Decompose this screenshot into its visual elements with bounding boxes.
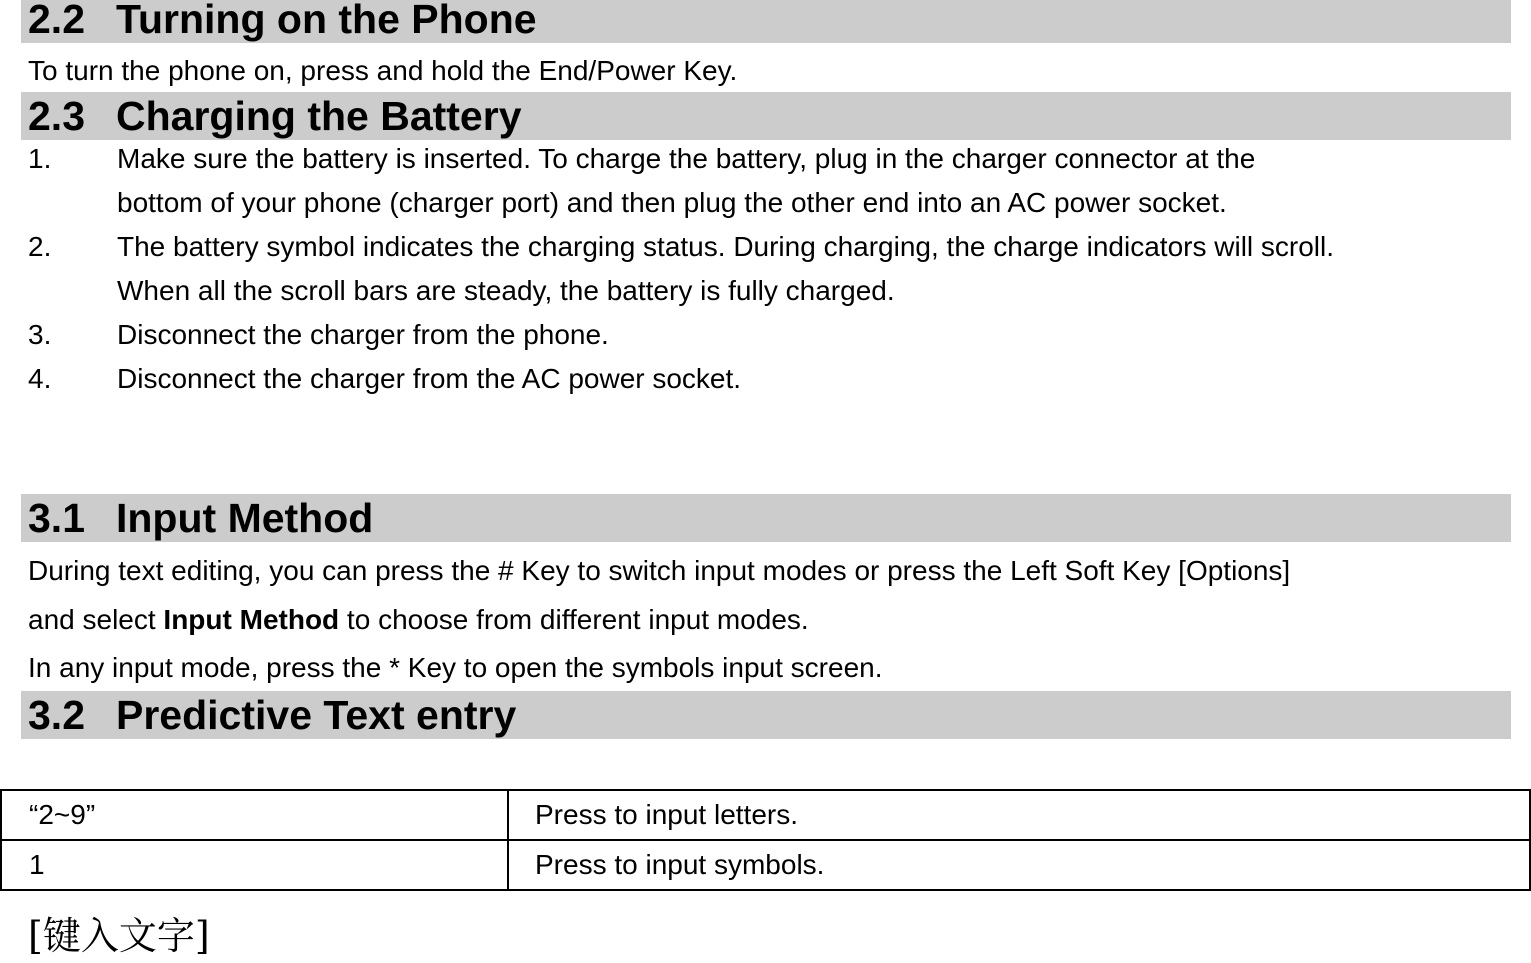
list-item-number: 3. bbox=[28, 319, 52, 350]
section-title: Predictive Text entry bbox=[116, 692, 517, 738]
list-item-number: 1. bbox=[28, 143, 52, 174]
list-item-text: Disconnect the charger from the AC power socket. bbox=[117, 363, 742, 394]
table-cell-action: Press to input symbols. bbox=[508, 840, 1530, 890]
section-number: 2.3 bbox=[28, 93, 85, 139]
section-title: Turning on the Phone bbox=[116, 0, 537, 42]
table-row bbox=[1, 840, 1530, 890]
bold-term: Input Method bbox=[163, 604, 340, 635]
list-item-number: 2. bbox=[28, 231, 52, 262]
table-cell-action: Press to input letters. bbox=[508, 790, 1530, 840]
section-number: 3.1 bbox=[28, 495, 85, 541]
text-fragment: to choose from different input modes. bbox=[339, 604, 809, 635]
list-item-number: 4. bbox=[28, 363, 52, 394]
paragraph-input-method-line2 bbox=[28, 603, 809, 637]
paragraph-turn-on: To turn the phone on, press and hold the End/Power Key. bbox=[28, 55, 738, 86]
section-heading-2-3 bbox=[21, 92, 1511, 140]
section-title: Input Method bbox=[116, 495, 374, 541]
text-fragment: and select bbox=[28, 604, 164, 635]
list-item-text: The battery symbol indicates the charging status. During charging, the charge indicators will scroll. bbox=[117, 231, 1335, 262]
section-number: 2.2 bbox=[28, 0, 85, 42]
list-item-text: Disconnect the charger from the phone. bbox=[117, 319, 609, 350]
list-item-text: Make sure the battery is inserted. To charge the battery, plug in the charger connector at the bbox=[117, 143, 1256, 174]
table-cell-key: “2~9” bbox=[1, 790, 508, 840]
table-cell-key: 1 bbox=[1, 840, 508, 890]
chapter-heading bbox=[578, 406, 666, 466]
paragraph-input-method-line1: During text editing, you can press the # Key to switch input modes or press the Left Soft Key [Options] bbox=[28, 555, 1291, 586]
section-heading-3-2 bbox=[21, 691, 1511, 739]
section-heading-3-1 bbox=[21, 494, 1511, 542]
table-row bbox=[1, 790, 1530, 840]
section-number: 3.2 bbox=[28, 692, 85, 738]
footer-placeholder-text: [键入文字] bbox=[28, 914, 210, 958]
paragraph-symbols: In any input mode, press the * Key to open the symbols input screen. bbox=[28, 652, 883, 683]
list-item-text: When all the scroll bars are steady, the battery is fully charged. bbox=[117, 275, 895, 306]
list-item-text: bottom of your phone (charger port) and then plug the other end into an AC power socket. bbox=[117, 187, 1227, 218]
section-title: Charging the Battery bbox=[116, 93, 522, 139]
section-heading-2-2 bbox=[21, 0, 1511, 43]
key-table bbox=[0, 789, 1531, 891]
